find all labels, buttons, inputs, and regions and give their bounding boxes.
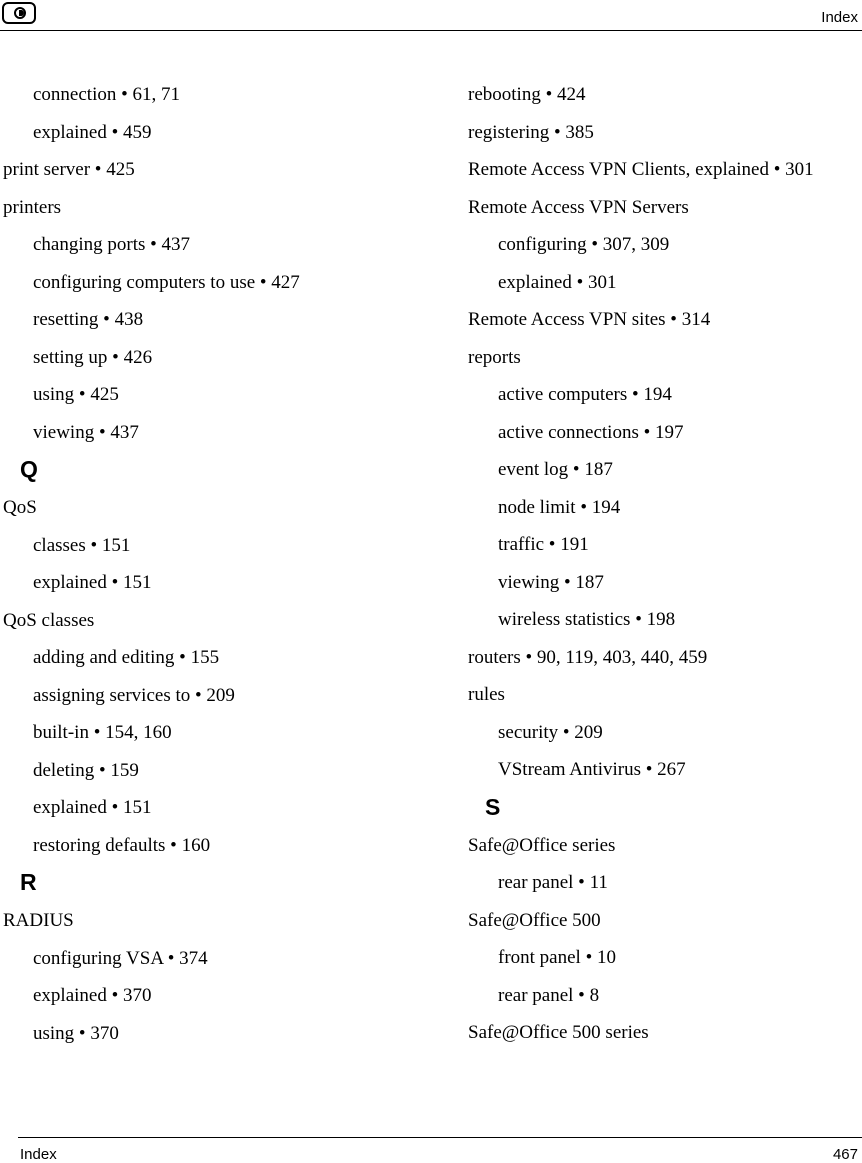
index-subentry: explained • 301: [498, 271, 617, 293]
index-column-left: [3, 82, 423, 1058]
index-subentry: connection • 61, 71: [33, 84, 181, 105]
index-subentry: front panel • 10: [498, 947, 616, 968]
index-subentry: setting up • 426: [33, 346, 153, 368]
index-subentry: configuring • 307, 309: [498, 234, 670, 255]
index-entry: Remote Access VPN sites • 314: [468, 309, 711, 330]
index-column-right: [468, 82, 838, 1058]
header-title: Index: [821, 9, 858, 26]
index-entry: Remote Access VPN Clients, explained • 301: [468, 159, 814, 180]
index-subentry: configuring computers to use • 427: [33, 271, 300, 293]
index-subentry: deleting • 159: [33, 759, 139, 781]
index-subentry: changing ports • 437: [33, 234, 191, 255]
footer-divider: [18, 1137, 862, 1138]
index-subentry: active connections • 197: [498, 421, 684, 443]
index-subentry: restoring defaults • 160: [33, 834, 211, 856]
section-letter-heading: S: [485, 793, 501, 820]
index-entry: rebooting • 424: [468, 84, 586, 105]
index-subentry: explained • 151: [33, 572, 152, 593]
section-letter-heading: Q: [20, 456, 38, 482]
index-subentry: event log • 187: [498, 459, 613, 480]
index-subentry: explained • 151: [33, 797, 152, 818]
index-entry: rules: [468, 684, 505, 705]
safe-at-office-logo-icon: [2, 2, 36, 24]
index-entry: QoS classes: [3, 609, 95, 631]
index-subentry: viewing • 437: [33, 421, 139, 443]
index-entry: print server • 425: [3, 159, 135, 180]
index-subentry: using • 425: [33, 384, 119, 405]
page-number: 467: [832, 1146, 858, 1163]
footer-label: Index: [20, 1146, 57, 1163]
section-letter-heading: R: [20, 869, 37, 895]
logo-dot: [19, 10, 24, 16]
index-entry: RADIUS: [3, 910, 74, 931]
index-entry: reports: [468, 346, 521, 368]
index-subentry: traffic • 191: [498, 534, 589, 555]
index-subentry: explained • 459: [33, 121, 152, 143]
index-subentry: rear panel • 8: [498, 984, 600, 1006]
index-subentry: node limit • 194: [498, 496, 621, 518]
index-subentry: resetting • 438: [33, 309, 144, 330]
index-subentry: rear panel • 11: [498, 872, 608, 893]
index-subentry: viewing • 187: [498, 571, 604, 593]
index-subentry: adding and editing • 155: [33, 647, 220, 668]
index-subentry: classes • 151: [33, 534, 131, 556]
index-entry: routers • 90, 119, 403, 440, 459: [468, 646, 708, 668]
index-subentry: built-in • 154, 160: [33, 722, 172, 743]
index-subentry: VStream Antivirus • 267: [498, 759, 686, 780]
index-subentry: using • 370: [33, 1022, 119, 1044]
index-subentry: security • 209: [498, 721, 603, 743]
index-entry: QoS: [3, 497, 37, 518]
index-subentry: wireless statistics • 198: [498, 609, 676, 630]
index-entry: printers: [3, 196, 62, 218]
index-subentry: active computers • 194: [498, 384, 672, 405]
page-header: [0, 0, 862, 31]
index-subentry: assigning services to • 209: [33, 684, 235, 706]
index-subentry: configuring VSA • 374: [33, 947, 208, 969]
index-entry: registering • 385: [468, 121, 594, 143]
index-entry: Safe@Office 500 series: [468, 1022, 649, 1043]
index-entry: Remote Access VPN Servers: [468, 196, 689, 218]
index-entry: Safe@Office 500: [468, 909, 601, 931]
index-entry: Safe@Office series: [468, 834, 616, 856]
index-subentry: explained • 370: [33, 985, 152, 1006]
header-divider: [0, 30, 862, 31]
